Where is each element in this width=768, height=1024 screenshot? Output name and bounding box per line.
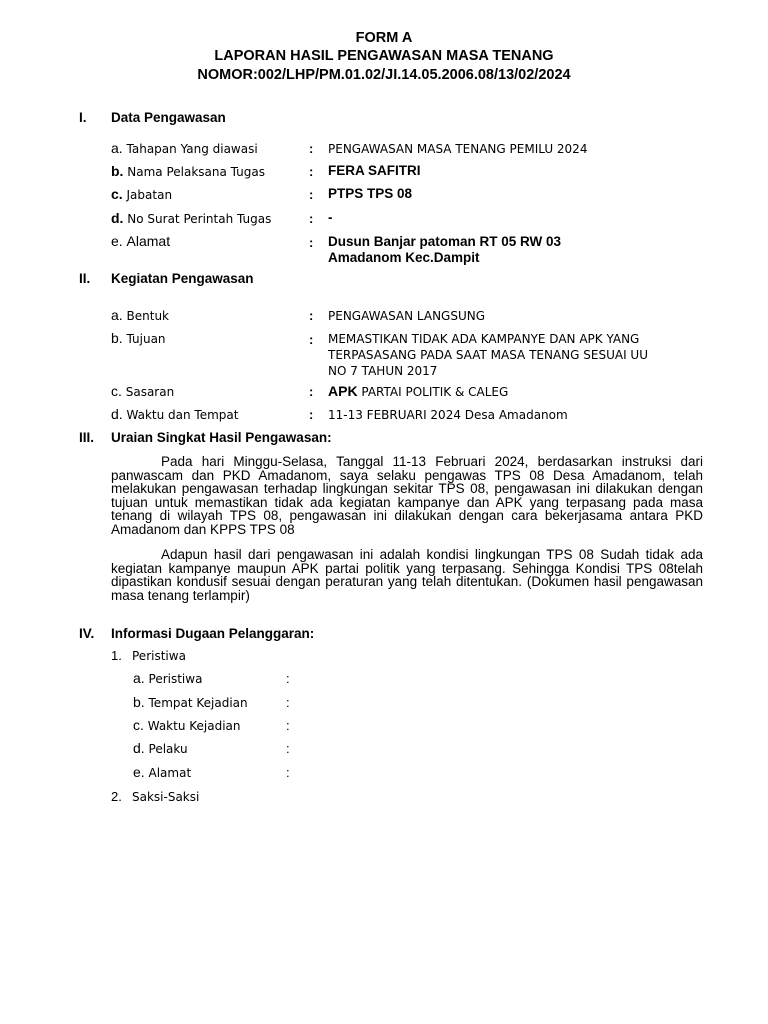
item-label: Saksi-Saksi — [132, 790, 200, 804]
row-colon: : — [309, 164, 314, 179]
row-value-alamat — [328, 234, 561, 266]
row-colon: : — [309, 407, 314, 422]
sasaran-rest: PARTAI POLITIK & CALEG — [357, 385, 509, 399]
uraian-paragraph-2: Adapun hasil dari pengawasan ini adalah kondisi lingkungan TPS 08 Sudah tidak ada kegiatan kampanye maupun APK partai politik yang terpasang. Sehingga Kondisi TPS 08telah dipastikan kondusif sesuai dengan peraturan yang telah ditentukan. (Dokumen hasil pengawasan masa tenang terlampir) — [111, 547, 703, 603]
report-number: NOMOR:002/LHP/PM.01.02/JI.14.05.2006.08/13/02/2024 — [197, 67, 571, 83]
section-3-title: Uraian Singkat Hasil Pengawasan: — [111, 430, 332, 445]
row-waktu — [111, 406, 238, 422]
row-nama — [111, 163, 265, 179]
row-colon: : — [309, 308, 314, 323]
row-label: Waktu dan Tempat — [126, 408, 239, 422]
row-letter: d. — [111, 406, 123, 422]
row-bentuk — [111, 307, 169, 323]
row-colon: : — [309, 211, 314, 226]
row-sasaran — [111, 383, 174, 399]
row-jabatan — [111, 186, 172, 202]
row-colon: : — [309, 332, 314, 347]
section-2-title: Kegiatan Pengawasan — [111, 271, 254, 286]
tujuan-line-1: MEMASTIKAN TIDAK ADA KAMPANYE DAN APK YANG — [328, 332, 640, 346]
item-number: 1. — [111, 648, 122, 663]
uraian-paragraph-1: Pada hari Minggu-Selasa, Tanggal 11-13 Februari 2024, berdasarkan instruksi dari panwascam dan PKD Amadanom, saya selaku pengawas TPS 08 Desa Amadanom, telah melakukan pengawasan terhadap lingkungan sekitar TPS 08, pengawasan ini dilakukan dengan tujuan untuk memastikan tidak ada kegiatan kampanye dan APK yang terpasang pada masa tenang di wilayah TPS 08, pengawasan ini dilakukan dengan cara bekerjasama antara PKD Amadanom dan KPPS TPS 08 — [111, 454, 703, 537]
row-value-waktu: 11-13 FEBRUARI 2024 Desa Amadanom — [328, 408, 568, 422]
detail-row-tempat — [133, 694, 248, 710]
row-colon: : — [309, 187, 314, 202]
row-letter: d. — [133, 740, 145, 756]
row-letter: c. — [111, 383, 122, 399]
row-letter: e. — [133, 764, 145, 780]
row-label: Tempat Kejadian — [148, 696, 248, 710]
detail-row-peristiwa — [133, 670, 202, 686]
row-label: Tahapan Yang diawasi — [126, 142, 258, 156]
row-label: Tujuan — [126, 332, 166, 346]
row-letter: e. — [111, 233, 123, 249]
row-letter: b. — [111, 330, 123, 346]
row-label: Alamat — [148, 766, 192, 780]
sasaran-apk: APK — [328, 383, 358, 399]
row-value-nama: FERA SAFITRI — [328, 163, 421, 178]
row-label: Pelaku — [148, 742, 188, 756]
row-label: Sasaran — [125, 385, 175, 399]
row-label: Bentuk — [126, 309, 169, 323]
detail-row-waktu — [133, 717, 241, 733]
section-1-title: Data Pengawasan — [111, 110, 226, 125]
row-value-tujuan — [328, 331, 648, 379]
row-colon: : — [309, 141, 314, 156]
row-tahapan — [111, 140, 258, 156]
tujuan-line-3: NO 7 TAHUN 2017 — [328, 364, 438, 378]
tujuan-line-2: TERPASASANG PADA SAAT MASA TENANG SESUAI UU — [328, 348, 648, 362]
row-letter: a. — [111, 140, 123, 156]
row-colon: : — [286, 671, 290, 686]
row-colon: : — [286, 741, 290, 756]
row-letter: b. — [133, 694, 145, 710]
row-letter: a. — [111, 307, 123, 323]
alamat-line-1: Dusun Banjar patoman RT 05 RW 03 — [328, 234, 562, 249]
row-label: Jabatan — [126, 188, 173, 202]
row-colon: : — [286, 695, 290, 710]
item-label: Peristiwa — [132, 649, 186, 663]
row-label: Nama Pelaksana Tugas — [127, 165, 266, 179]
detail-row-pelaku — [133, 740, 188, 756]
alamat-line-2: Amadanom Kec.Dampit — [328, 250, 480, 265]
row-value-sasaran — [328, 383, 508, 400]
row-letter: a. — [133, 670, 145, 686]
row-alamat — [111, 233, 170, 249]
item-saksi — [111, 789, 199, 804]
row-label: Waktu Kejadian — [147, 719, 241, 733]
row-label: No Surat Perintah Tugas — [127, 212, 272, 226]
section-4-number: IV. — [79, 626, 95, 641]
section-3-number: III. — [79, 430, 95, 445]
row-label: Alamat — [126, 233, 171, 249]
row-letter: b. — [111, 163, 124, 179]
row-colon: : — [309, 235, 314, 250]
row-letter: d. — [111, 210, 124, 226]
row-value-tahapan: PENGAWASAN MASA TENANG PEMILU 2024 — [328, 142, 588, 156]
row-surat — [111, 210, 271, 226]
form-label: FORM A — [355, 30, 413, 46]
row-colon: : — [286, 718, 290, 733]
row-value-surat: - — [328, 210, 333, 225]
report-title: LAPORAN HASIL PENGAWASAN MASA TENANG — [214, 48, 554, 64]
section-2-number: II. — [79, 271, 91, 286]
section-4-title: Informasi Dugaan Pelanggaran: — [111, 626, 315, 641]
row-tujuan — [111, 330, 166, 346]
row-letter: c. — [133, 717, 144, 733]
item-number: 2. — [111, 789, 122, 804]
item-peristiwa — [111, 648, 186, 663]
row-label: Peristiwa — [148, 672, 203, 686]
row-value-jabatan: PTPS TPS 08 — [328, 186, 413, 201]
section-1-number: I. — [79, 110, 87, 125]
row-letter: c. — [111, 186, 123, 202]
row-colon: : — [309, 384, 314, 399]
row-colon: : — [286, 765, 290, 780]
detail-row-alamat — [133, 764, 191, 780]
row-value-bentuk: PENGAWASAN LANGSUNG — [328, 309, 486, 323]
